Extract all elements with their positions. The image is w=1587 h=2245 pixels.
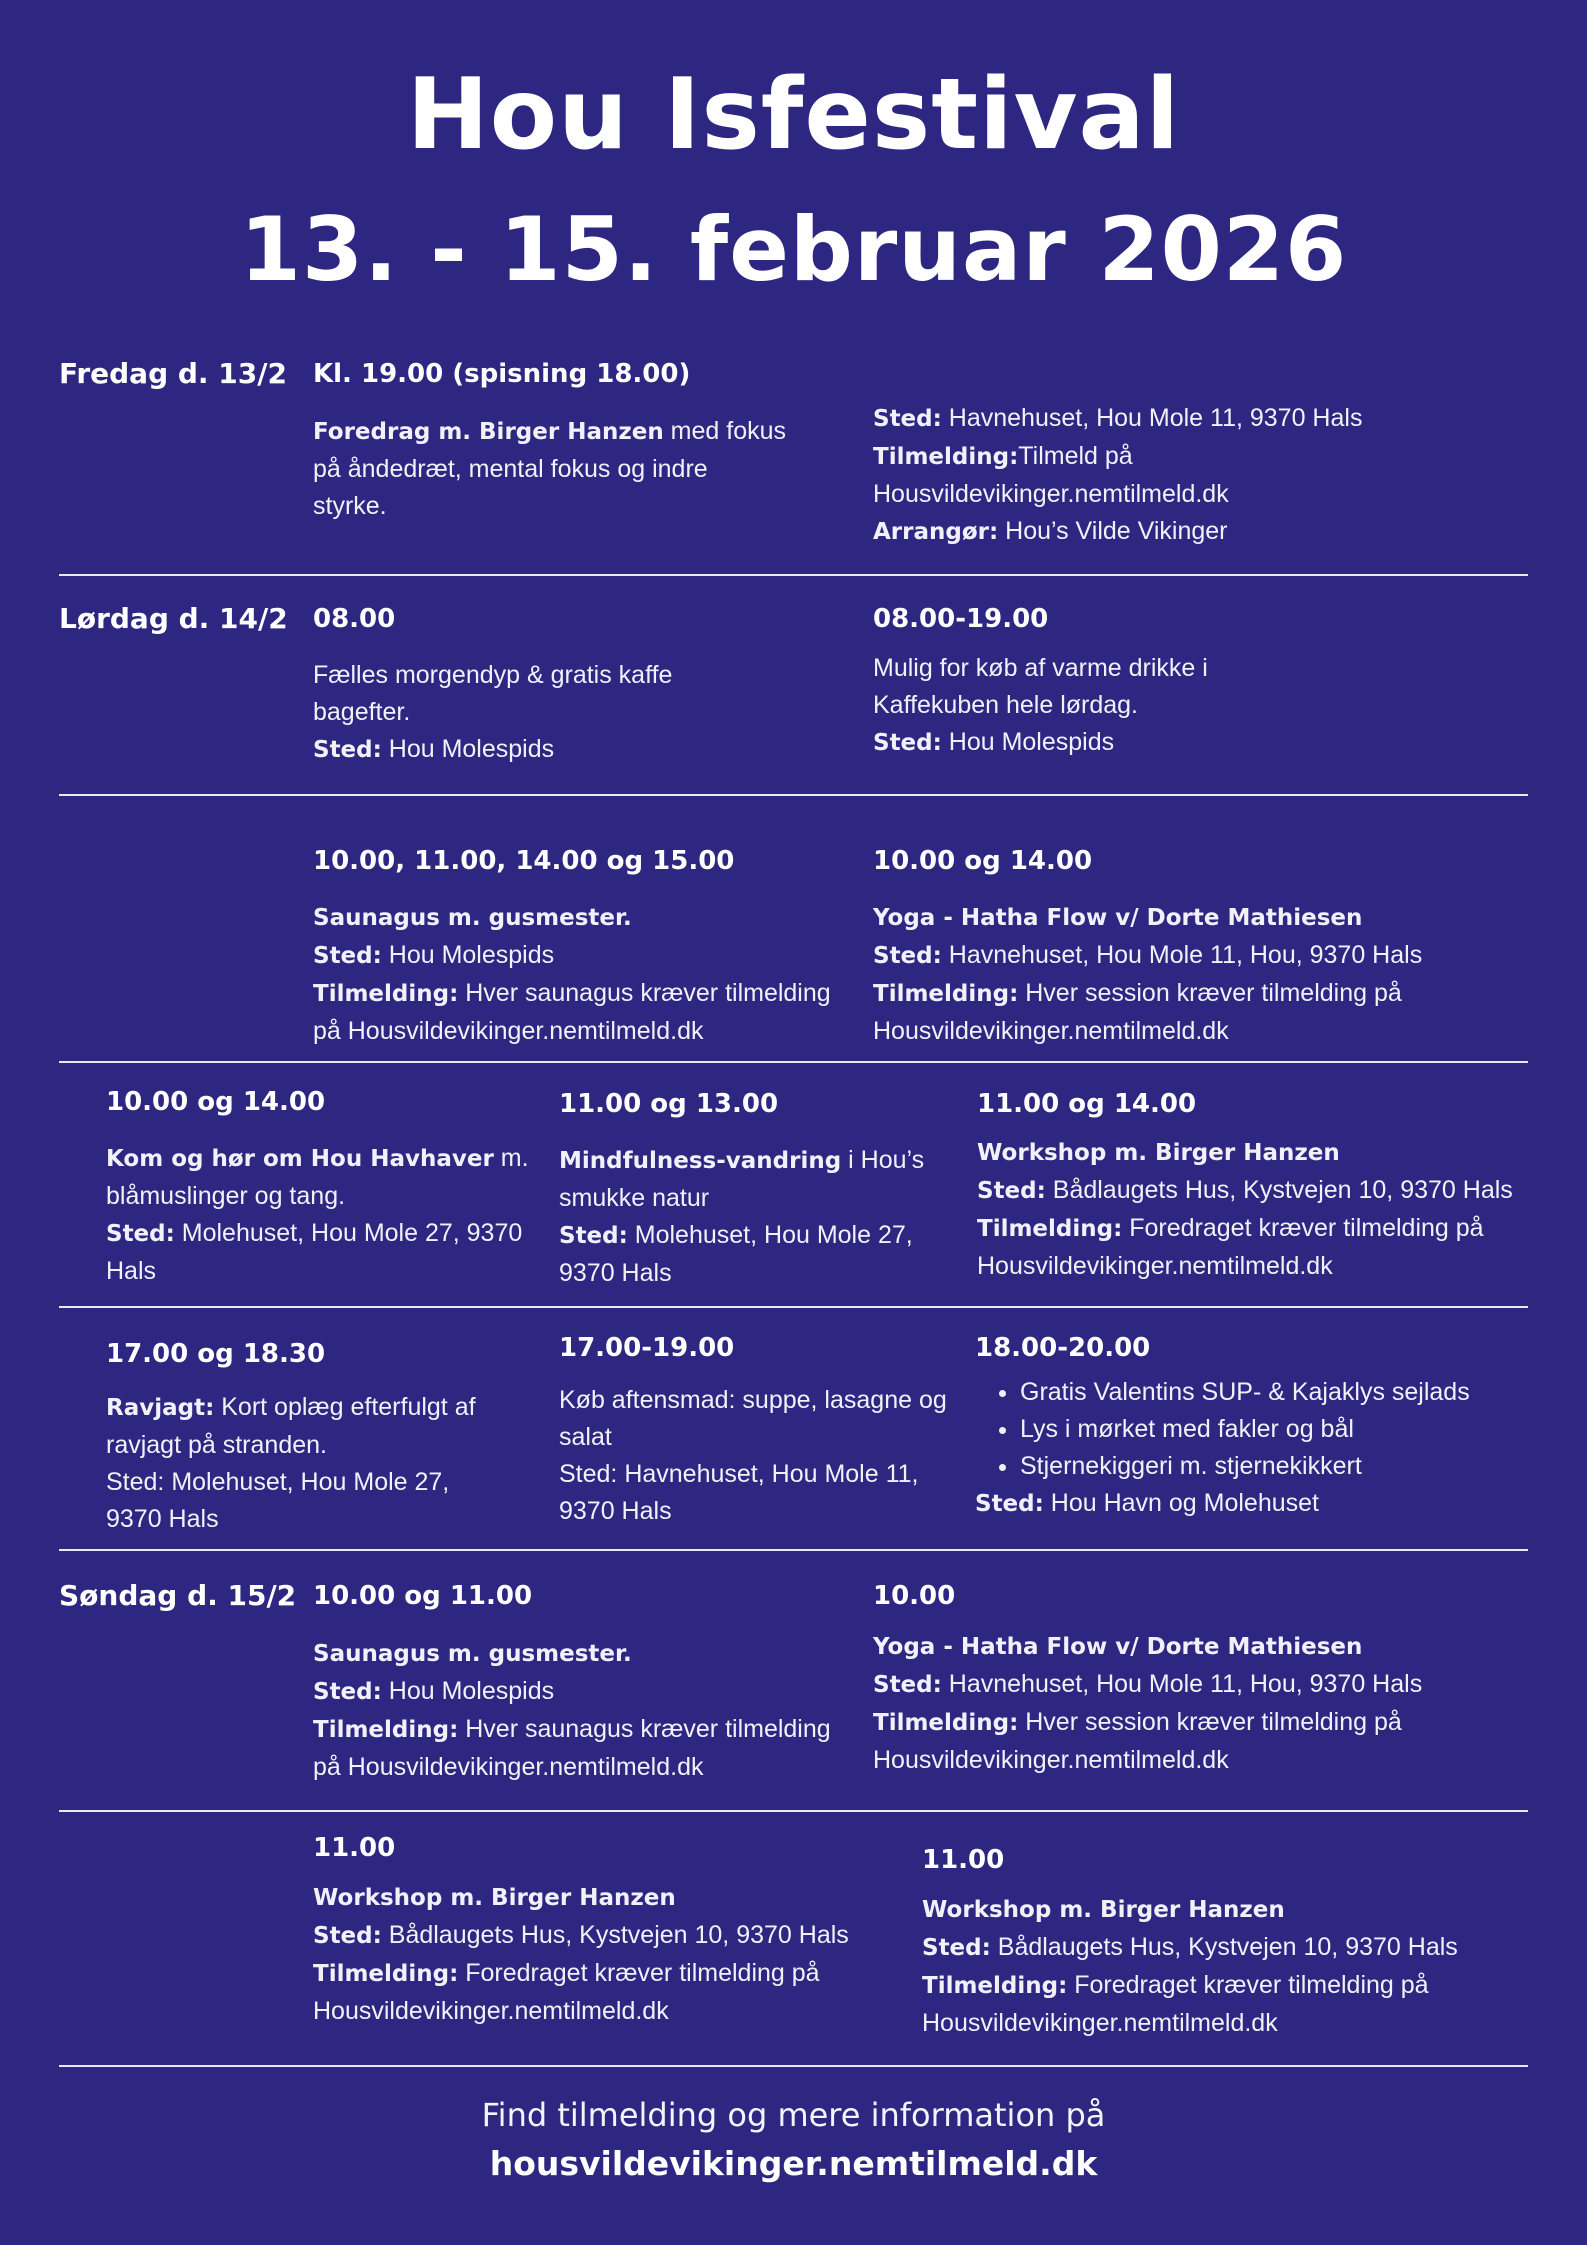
event-description — [922, 1891, 1458, 2042]
text-line: Hals — [106, 1257, 157, 1285]
event-description — [106, 1389, 476, 1538]
location-line: Sted: Hou Molespids — [313, 735, 555, 763]
event-time: 10.00 og 14.00 — [106, 1087, 326, 1117]
text-line: Mindfulness-vandring i Hou’s — [559, 1146, 925, 1174]
registration-link[interactable]: på Housvildevikinger.nemtilmeld.dk — [313, 1753, 704, 1781]
event-details — [873, 400, 1362, 551]
event-time: 17.00 og 18.30 — [106, 1339, 326, 1369]
event-description — [313, 1879, 849, 2030]
location-line: Sted: Bådlaugets Hus, Kystvejen 10, 9370 Hals — [977, 1176, 1513, 1204]
event-description — [313, 1635, 831, 1786]
text-line: på åndedræt, mental fokus og indre — [313, 455, 708, 483]
event-time: 08.00-19.00 — [873, 604, 1049, 634]
event-title: Saunagus m. gusmester. — [313, 905, 632, 931]
location-line: Sted: Bådlaugets Hus, Kystvejen 10, 9370 Hals — [922, 1933, 1458, 1961]
event-description — [106, 1140, 529, 1290]
location-line: Sted: Hou Havn og Molehuset — [975, 1489, 1319, 1517]
event-description — [977, 1134, 1513, 1285]
organizer-line: Arrangør: Hou’s Vilde Vikinger — [873, 517, 1228, 545]
event-time: 11.00 og 13.00 — [559, 1089, 779, 1119]
event-time: 18.00-20.00 — [975, 1333, 1151, 1363]
text-line: smukke natur — [559, 1184, 710, 1212]
event-title: Workshop m. Birger Hanzen — [922, 1897, 1285, 1923]
registration-link[interactable]: Housvildevikinger.nemtilmeld.dk — [873, 1017, 1229, 1045]
divider — [59, 1306, 1528, 1308]
divider — [59, 794, 1528, 796]
registration-link[interactable]: Housvildevikinger.nemtilmeld.dk — [873, 480, 1229, 508]
event-time: 11.00 — [313, 1833, 396, 1863]
registration-link[interactable]: Housvildevikinger.nemtilmeld.dk — [313, 1997, 669, 2025]
event-description — [559, 1142, 924, 1292]
registration-line: Tilmelding:Tilmeld på — [873, 442, 1133, 470]
registration-link[interactable]: Housvildevikinger.nemtilmeld.dk — [922, 2009, 1278, 2037]
text-line: bagefter. — [313, 698, 411, 726]
footer-text: Find tilmelding og mere information på — [481, 2096, 1106, 2134]
activity-list — [975, 1374, 1470, 1485]
list-item: • Gratis Valentins SUP- & Kajaklys sejlads — [1020, 1374, 1470, 1411]
text-line: Mulig for køb af varme drikke i — [873, 654, 1208, 682]
location-line: Sted: Havnehuset, Hou Mole 11, Hou, 9370 Hals — [873, 941, 1423, 969]
event-title: Yoga - Hatha Flow v/ Dorte Mathiesen — [873, 1634, 1363, 1660]
divider — [59, 1061, 1528, 1063]
event-description — [873, 899, 1422, 1050]
day-label-saturday: Lørdag d. 14/2 — [59, 602, 288, 635]
event-time: 10.00 og 11.00 — [313, 1581, 533, 1611]
location-line: Sted: Havnehuset, Hou Mole 11, — [559, 1460, 919, 1488]
event-description — [873, 650, 1208, 762]
event-title: Workshop m. Birger Hanzen — [313, 1885, 676, 1911]
divider — [59, 2065, 1528, 2067]
divider — [59, 574, 1528, 576]
text-line: salat — [559, 1423, 612, 1451]
divider — [59, 1549, 1528, 1551]
text-line: blåmuslinger og tang. — [106, 1182, 346, 1210]
event-description — [873, 1628, 1422, 1779]
event-title: Mindfulness-vandring — [559, 1148, 842, 1174]
registration-line: Tilmelding: Hver session kræver tilmelding på — [873, 979, 1402, 1007]
location-line: Sted: Molehuset, Hou Mole 27, — [106, 1468, 450, 1496]
event-time: 11.00 og 14.00 — [977, 1089, 1197, 1119]
event-time: 10.00 — [873, 1581, 956, 1611]
event-title: Ravjagt: — [106, 1395, 215, 1421]
event-description — [313, 413, 786, 525]
registration-line: Tilmelding: Foredraget kræver tilmelding på — [977, 1214, 1484, 1242]
location-line: Sted: Hou Molespids — [873, 728, 1115, 756]
registration-link[interactable]: Housvildevikinger.nemtilmeld.dk — [977, 1252, 1333, 1280]
text-line: Køb aftensmad: suppe, lasagne og — [559, 1386, 947, 1414]
list-item: • Stjernekiggeri m. stjernekikkert — [1020, 1448, 1470, 1485]
event-title: Saunagus m. gusmester. — [313, 1641, 632, 1667]
registration-line: Tilmelding: Foredraget kræver tilmelding på — [922, 1971, 1429, 1999]
event-title: Kom og hør om Hou Havhaver — [106, 1146, 494, 1172]
location-line: Sted: Hou Molespids — [313, 1677, 555, 1705]
event-description — [313, 657, 672, 769]
text-line: Fælles morgendyp & gratis kaffe — [313, 661, 673, 689]
text-line: ravjagt på stranden. — [106, 1431, 327, 1459]
day-label-sunday: Søndag d. 15/2 — [59, 1579, 297, 1612]
location-line: Sted: Molehuset, Hou Mole 27, 9370 — [106, 1219, 523, 1247]
text-line: 9370 Hals — [559, 1497, 672, 1525]
text-line: Ravjagt: Kort oplæg efterfulgt af — [106, 1393, 476, 1421]
event-description — [975, 1374, 1470, 1523]
event-time: Kl. 19.00 (spisning 18.00) — [313, 359, 691, 389]
location-line: Sted: Molehuset, Hou Mole 27, — [559, 1221, 913, 1249]
footer-link[interactable]: housvildevikinger.nemtilmeld.dk — [489, 2144, 1098, 2183]
event-time: 08.00 — [313, 604, 396, 634]
registration-line: Tilmelding: Hver saunagus kræver tilmelding — [313, 1715, 831, 1743]
list-item: • Lys i mørket med fakler og bål — [1020, 1411, 1470, 1448]
event-description — [559, 1382, 947, 1530]
event-description — [313, 899, 831, 1050]
page-title: Hou Isfestival — [406, 58, 1181, 172]
registration-link[interactable]: Housvildevikinger.nemtilmeld.dk — [873, 1746, 1229, 1774]
event-title: Foredrag m. Birger Hanzen — [313, 419, 664, 445]
text-line: Kaffekuben hele lørdag. — [873, 691, 1139, 719]
registration-line: Tilmelding: Foredraget kræver tilmelding på — [313, 1959, 820, 1987]
event-title: Workshop m. Birger Hanzen — [977, 1140, 1340, 1166]
location-line: Sted: Hou Molespids — [313, 941, 555, 969]
day-label-friday: Fredag d. 13/2 — [59, 357, 287, 390]
text-line: 9370 Hals — [559, 1259, 672, 1287]
event-time: 17.00-19.00 — [559, 1333, 735, 1363]
location-line: Sted: Havnehuset, Hou Mole 11, 9370 Hals — [873, 404, 1363, 432]
event-title: Yoga - Hatha Flow v/ Dorte Mathiesen — [873, 905, 1363, 931]
registration-line: Tilmelding: Hver saunagus kræver tilmelding — [313, 979, 831, 1007]
text-line: 9370 Hals — [106, 1505, 219, 1533]
event-time: 11.00 — [922, 1845, 1005, 1875]
event-time: 10.00 og 14.00 — [873, 846, 1093, 876]
date-range: 13. - 15. februar 2026 — [239, 198, 1348, 301]
text-line: Foredrag m. Birger Hanzen med fokus — [313, 417, 786, 445]
event-time: 10.00, 11.00, 14.00 og 15.00 — [313, 846, 735, 876]
registration-line: Tilmelding: Hver session kræver tilmelding på — [873, 1708, 1402, 1736]
text-line: styrke. — [313, 492, 387, 520]
text-line: Kom og hør om Hou Havhaver m. — [106, 1144, 529, 1172]
location-line: Sted: Havnehuset, Hou Mole 11, Hou, 9370 Hals — [873, 1670, 1423, 1698]
registration-link[interactable]: på Housvildevikinger.nemtilmeld.dk — [313, 1017, 704, 1045]
divider — [59, 1810, 1528, 1812]
location-line: Sted: Bådlaugets Hus, Kystvejen 10, 9370 Hals — [313, 1921, 849, 1949]
